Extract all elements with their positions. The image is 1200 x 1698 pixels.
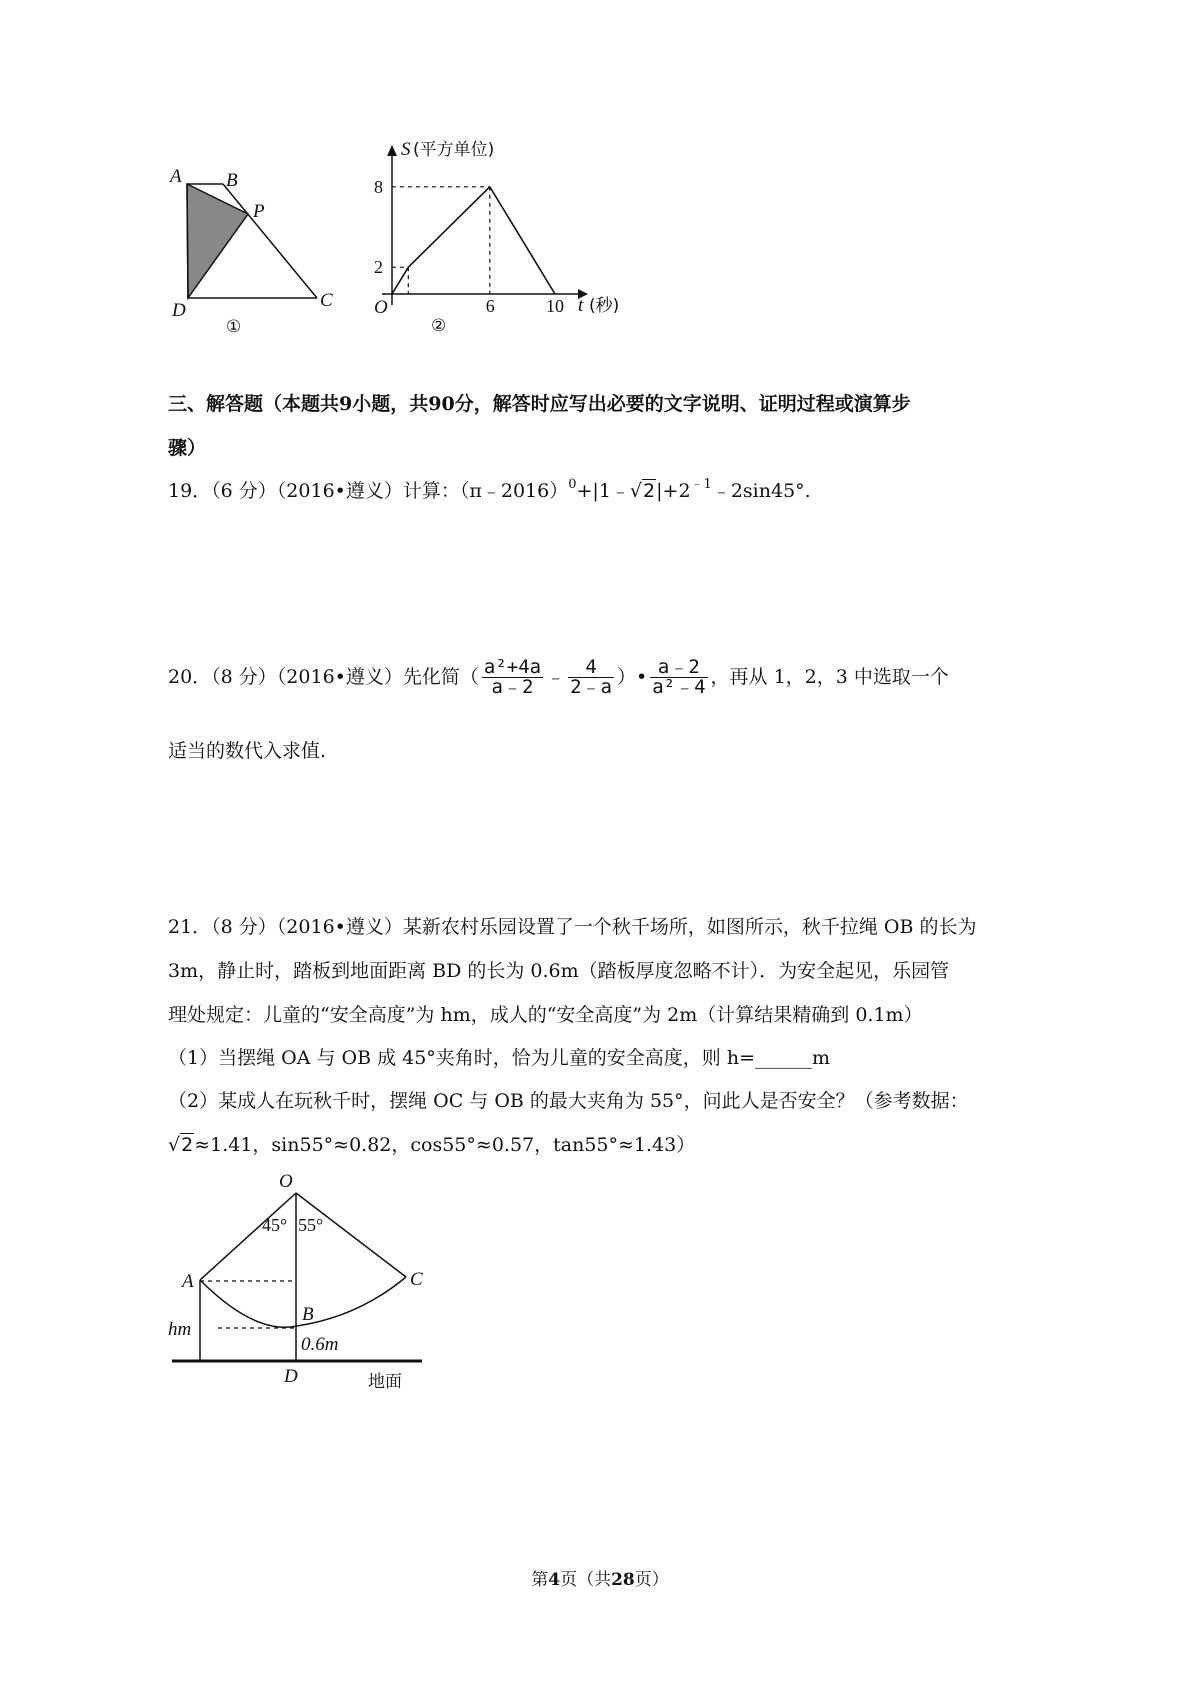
rope-oc	[296, 1193, 406, 1277]
label-a-swing: A	[182, 1271, 194, 1292]
label-p: P	[253, 201, 265, 222]
label-hm: hm	[168, 1319, 192, 1340]
label-d: D	[172, 300, 186, 321]
y-tick-2: 2	[374, 257, 383, 278]
figure-st-graph	[360, 135, 650, 335]
sqrt-2: √2	[629, 480, 656, 502]
label-d-swing: D	[284, 1366, 298, 1387]
label-bd: 0.6m	[301, 1334, 339, 1355]
label-ground: 地面	[368, 1372, 402, 1392]
label-b-swing: B	[302, 1304, 314, 1325]
series-segment-2	[490, 187, 555, 294]
figure-quadrilateral	[160, 160, 360, 360]
x-tick-6: 6	[485, 296, 495, 316]
angle-45: 45°	[262, 1215, 288, 1235]
fraction-3: $\frac{a﹣2}{\text{a²﹣4}}$	[652, 656, 706, 698]
question-20: 20．（8 分）（2016•遵义）先化简（ $\frac{\text{a²+4a}}{a﹣2}$ ﹣ $\frac{4}{2﹣a}$ ）• $\frac{a﹣2}{\text{a²﹣4}}$ ，再从 1，2，3 中选取一个	[168, 656, 949, 698]
shaded-triangle-apd	[187, 184, 248, 298]
label-c-swing: C	[410, 1269, 423, 1290]
label-o: O	[279, 1171, 293, 1192]
figure-swing	[160, 1165, 450, 1395]
question-21-line3: 理处规定：儿童的“安全高度”为 hm，成人的“安全高度”为 2m（计算结果精确到 0.1m）	[168, 1004, 923, 1026]
y-axis-arrow	[387, 145, 397, 156]
side-ad	[187, 184, 188, 298]
question-20-line2: 适当的数代入求值.	[168, 740, 327, 762]
section-heading-line2: 骤）	[168, 437, 207, 459]
section-heading: 三、解答题（本题共9小题，共90分，解答时应写出必要的文字说明、证明过程或演算步	[168, 393, 911, 415]
fraction-1: $\frac{\text{a²+4a}}{a﹣2}$	[483, 656, 542, 698]
series-segment-0	[392, 267, 408, 294]
label-b: B	[226, 170, 238, 191]
label-a: A	[170, 166, 182, 187]
side-bc	[223, 184, 317, 298]
y-tick-8: 8	[374, 176, 383, 197]
question-21-reference: √2≈1.41，sin55°≈0.82，cos55°≈0.57，tan55°≈1.43）	[168, 1134, 696, 1156]
x-tick-10: 10	[546, 296, 564, 316]
series-segment-1	[408, 187, 490, 267]
origin-label: O	[374, 297, 388, 318]
question-21-line1: 21．（8 分）（2016•遵义）某新农村乐园设置了一个秋千场所，如图所示，秋千拉绳 OB 的长为	[168, 916, 977, 938]
fraction-2: $\frac{4}{2﹣a}$	[570, 656, 612, 698]
question-21-part2: （2）某成人在玩秋千时，摆绳 OC 与 OB 的最大夹角为 55°，问此人是否安全？（参考数据：	[168, 1090, 969, 1112]
question-21-line2: 3m，静止时，踏板到地面距离 BD 的长为 0.6m（踏板厚度忽略不计）．为安全起见，乐园管	[168, 960, 950, 982]
sqrt-2-ref: √2	[168, 1134, 194, 1156]
page-footer: 第4页（共28页）	[531, 1570, 669, 1590]
x-axis-label-unit: (秒)	[589, 296, 620, 316]
angle-55: 55°	[298, 1215, 324, 1235]
y-axis-label-var: S	[401, 139, 411, 160]
figure2-caption: ②	[431, 316, 447, 335]
question-19: 19．（6 分）（2016•遵义）计算：$(\pi﹣2016)^0+|1﹣√2|+2^{﹣1}﹣2\sin 45^\circ$.	[168, 477, 811, 502]
figure1-caption: ①	[226, 317, 242, 337]
rope-oa	[200, 1193, 296, 1280]
label-c: C	[320, 290, 333, 311]
y-axis-label-unit: (平方单位)	[413, 140, 495, 160]
x-axis-label-var: t	[578, 295, 584, 316]
question-21-part1: （1）当摆绳 OA 与 OB 成 45°夹角时，恰为儿童的安全高度，则 h=______m	[168, 1047, 831, 1069]
